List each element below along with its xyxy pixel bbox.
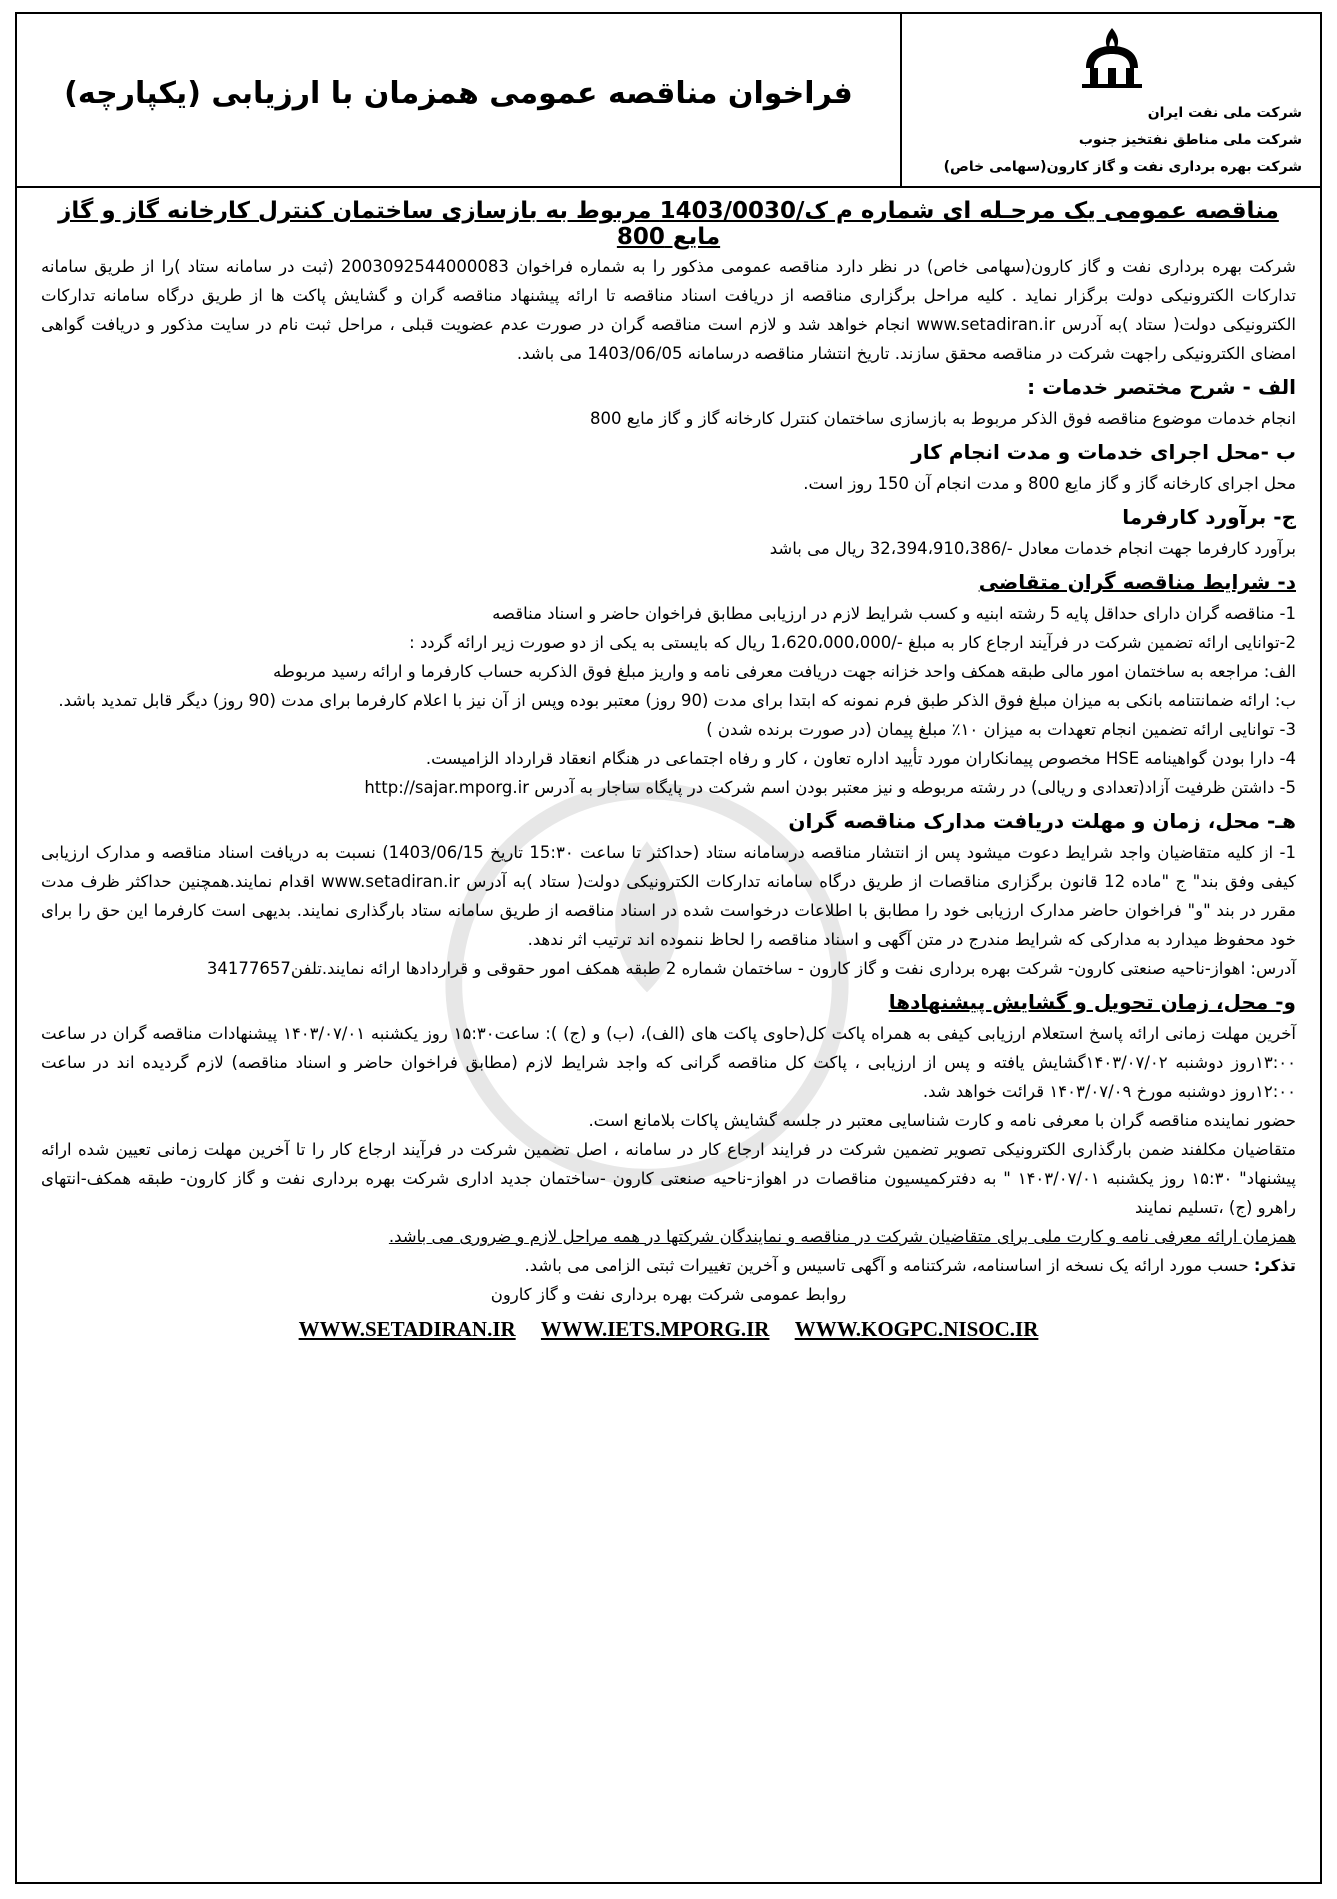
section-d-item-4: 4- دارا بودن گواهینامه HSE مخصوص پیمانکاران مورد تأیید اداره تعاون ، کار و رفاه اجتماعی در هنگام انعقاد قرارداد الزامیست. xyxy=(425,749,1296,768)
note xyxy=(41,1251,1296,1280)
section-b-text: محل اجرای کارخانه گاز و گاز مایع 800 و مدت انجام آن 150 روز است. xyxy=(803,474,1296,493)
section-e-address: آدرس: اهواز-ناحیه صنعتی کارون- شرکت بهره برداری نفت و گاز کارون - ساختمان شماره 2 طبقه همکف امور حقوقی و قراردادها ارائه نمایند.تلفن34177657 xyxy=(206,959,1296,978)
website-links xyxy=(41,1317,1296,1342)
section-c-title: ج- برآورد کارفرما xyxy=(1122,505,1296,529)
notice-frame xyxy=(15,12,1322,1884)
logo-box xyxy=(900,14,1320,186)
header xyxy=(17,14,1320,188)
section-f-p1: آخرین مهلت زمانی ارائه پاسخ استعلام ارزیابی کیفی به همراه پاکت کل(حاوی پاکت های (الف)، (ب) و (ج) ): ساعت۱۵:۳۰ روز یکشنبه ۱۴۰۳/۰۷/۰۱ پیشنهادات مناقصه گران در ساعت ۱۳:۰۰روز دوشنبه ۱۴۰۳/۰۷/۰۲گشایش یافته و پس از ارزیابی ، پاکت کل مناقصه گرانی که واجد شرایط لازم (مطابق فراخوان حاضر و اسناد مناقصه) لازم گردیده اند در ساعت ۱۲:۰۰روز دوشنبه مورخ ۱۴۰۳/۰۷/۰۹ قرائت خواهد شد. xyxy=(41,1024,1297,1101)
section-a-text: انجام خدمات موضوع مناقصه فوق الذکر مربوط به بازسازی ساختمان کنترل کارخانه گاز و گاز مایع 800 xyxy=(590,409,1296,428)
nioc-flame-logo-icon xyxy=(1072,24,1152,90)
company-line-3: شرکت بهره برداری نفت و گاز کارون(سهامی خاص) xyxy=(943,159,1302,175)
link-setadiran[interactable]: WWW.SETADIRAN.IR xyxy=(298,1317,516,1341)
company-names xyxy=(944,100,1302,181)
section-d-item-2: 2-توانایی ارائه تضمین شرکت در فرآیند ارجاع کار به مبلغ -/1،620،000،000 ریال که بایستی به یکی از دو صورت زیر ارائه گردد : xyxy=(409,633,1296,652)
section-f-p2: حضور نماینده مناقصه گران با معرفی نامه و کارت شناسایی معتبر در جلسه گشایش پاکات بلامانع است. xyxy=(588,1111,1296,1130)
section-e-text: 1- از کلیه متقاضیان واجد شرایط دعوت میشود پس از انتشار مناقصه درسامانه ستاد (حداکثر تا ساعت 15:۳۰ تاریخ 1403/06/15) نسبت به دریافت اسناد مناقصه و مدارک ارزیابی کیفی وفق بند" ج "ماده 12 قانون برگزاری مناقصات از طریق درگاه سامانه تدارکات الکترونیکی دولت( ستاد )به آدرس www.setadiran.ir اقدام نمایند.همچنین حداکثر ظرف مدت مقرر در بند "و" فراخوان حاضر مدارک ارزیابی خود را مطابق با اطلاعات درخواست شده در اسناد مناقصه از طریق سامانه ستاد بارگذاری نمایند. بدیهی است کارفرما این حق را برای خود محفوظ میدارد به مدارکی که شرایط مندرج در متن آگهی و اسناد مناقصه را لحاظ ننموده اند ترتیب اثر ندهد. xyxy=(41,843,1296,949)
section-d-item-2a: الف: مراجعه به ساختمان امور مالی طبقه همکف واحد خزانه جهت دریافت معرفی نامه و واریز مبلغ فوق الذکربه حساب کارفرما و ارائه رسید مربوطه xyxy=(272,662,1296,681)
section-a-title: الف - شرح مختصر خدمات : xyxy=(1027,375,1296,399)
note-label: تذکر: xyxy=(1253,1256,1296,1275)
notice-body xyxy=(17,188,1320,1342)
note-text: حسب مورد ارائه یک نسخه از اساسنامه، شرکتنامه و آگهی تاسیس و آخرین تغییرات ثبتی الزامی می باشد. xyxy=(524,1256,1249,1275)
signature: روابط عمومی شرکت بهره برداری نفت و گاز کارون xyxy=(490,1285,847,1304)
section-d-item-1: 1- مناقصه گران دارای حداقل پایه 5 رشته ابنیه و کسب شرایط لازم در ارزیابی مطابق فراخوان حاضر و اسناد مناقصه xyxy=(492,604,1296,623)
company-line-2: شرکت ملی مناطق نفتخیز جنوب xyxy=(1078,132,1302,148)
section-d-item-3: 3- توانایی ارائه تضمین انجام تعهدات به میزان ۱۰٪ مبلغ پیمان (در صورت برنده شدن ) xyxy=(706,720,1296,739)
intro-paragraph: شرکت بهره برداری نفت و گاز کارون(سهامی خاص) در نظر دارد مناقصه عمومی مذکور را به شماره فراخوان 2003092544000083 (ثبت در سامانه ستاد )را از طریق سامانه تدارکات الکترونیکی دولت برگزار نماید . کلیه مراحل برگزاری مناقصه از دریافت اسناد مناقصه تا ارائه پیشنهاد مناقصه گران و گشایش پاکت ها از طریق درگاه سامانه تدارکات الکترونیکی دولت( ستاد )به آدرس www.setadiran.ir انجام خواهد شد و لازم است مناقصه گران در صورت عدم عضویت قبلی ، مراحل ثبت نام در سایت مذکور و دریافت گواهی امضای الکترونیکی راجهت شرکت در مناقصه محقق سازند. تاریخ انتشار مناقصه درسامانه 1403/06/05 می باشد. xyxy=(41,257,1297,363)
section-e-title: هـ- محل، زمان و مهلت دریافت مدارک مناقصه گران xyxy=(788,809,1296,833)
section-d-item-5: 5- داشتن ظرفیت آزاد(تعدادی و ریالی) در رشته مربوطه و نیز معتبر بودن اسم شرکت در پایگاه ساجار به آدرس http://sajar.mporg.ir xyxy=(364,778,1296,797)
section-f-p3: متقاضیان مکلفند ضمن بارگذاری الکترونیکی تصویر تضمین شرکت در فرایند ارجاع کار در سامانه ، اصل تضمین شرکت در فرآیند ارجاع کار را تا آخرین مهلت زمانی تعیین شده ارائه پیشنهاد" ۱۵:۳۰ روز یکشنبه ۱۴۰۳/۰۷/۰۱ " به دفترکمیسیون مناقصات در اهواز-ناحیه صنعتی کارون -ساختمان جدید اداری شرکت بهره برداری نفت و گاز کارون- طبقه همکف-انتهای راهرو (ج) ،تسلیم نمایند xyxy=(41,1140,1296,1217)
company-line-1: شرکت ملی نفت ایران xyxy=(1147,105,1302,121)
tender-title: مناقصه عمومی یک مرحـله ای شماره م ک/1403/0030 مربوط به بازسازی ساختمان کنترل کارخانه گاز و گاز مایع 800 xyxy=(58,198,1279,250)
link-kogpc[interactable]: WWW.KOGPC.NISOC.IR xyxy=(794,1317,1039,1341)
link-iets[interactable]: WWW.IETS.MPORG.IR xyxy=(540,1317,770,1341)
section-c-text: برآورد کارفرما جهت انجام خدمات معادل -/32،394،910،386 ریال می باشد xyxy=(769,539,1296,558)
section-d-item-2b: ب: ارائه ضمانتنامه بانکی به میزان مبلغ فوق الذکر طبق فرم نمونه که ابتدا برای مدت (90 روز) معتبر بوده وپس از آن نیز با اعلام کارفرما برای مدت (90 روز) دیگر قابل تمدید باشد. xyxy=(58,691,1296,710)
notice-title: فراخوان مناقصه عمومی همزمان با ارزیابی (یکپارچه) xyxy=(64,76,853,111)
section-d-title: د- شرایط مناقصه گران متقاضی xyxy=(978,570,1296,594)
section-f-title: و- محل، زمان تحویل و گشایش پیشنهادها xyxy=(888,990,1296,1014)
section-f-p4: همزمان ارائه معرفی نامه و کارت ملی برای متقاضیان شرکت در مناقصه و نمایندگان شرکتها در همه مراحل لازم و ضروری می باشد. xyxy=(388,1227,1296,1246)
section-b-title: ب -محل اجرای خدمات و مدت انجام کار xyxy=(911,440,1296,464)
